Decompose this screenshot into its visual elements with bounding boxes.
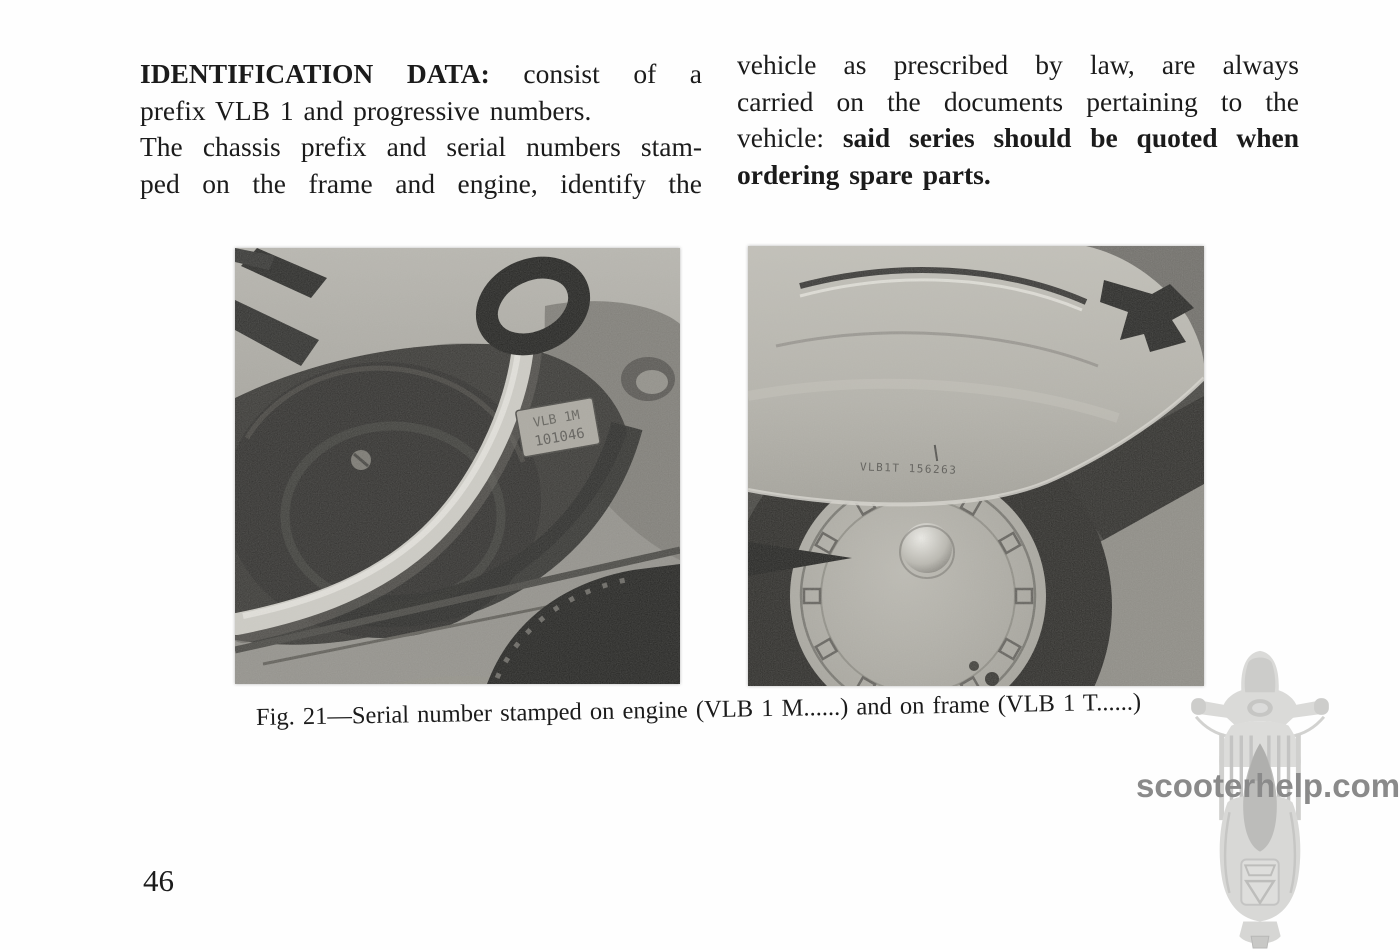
text-line: ped on the frame and engine, identify the xyxy=(140,167,702,199)
brake-lever xyxy=(1196,717,1229,737)
text-line: prefix VLB 1 and progressive numbers. xyxy=(140,94,592,126)
text-line: ordering spare parts. xyxy=(737,158,991,190)
figure-caption: Fig. 21—Serial number stamped on engine (VLB 1 M......) and on frame (VLB 1 T......) xyxy=(255,688,1142,731)
brake-lever xyxy=(1291,717,1324,737)
text-line: IDENTIFICATION DATA: consist of a xyxy=(140,58,702,89)
film-grain xyxy=(235,248,680,684)
watermark-text: scooterhelp.com xyxy=(1136,767,1400,804)
film-grain xyxy=(748,246,1204,686)
text-line: vehicle: said series should be quoted when xyxy=(737,122,1299,153)
page-number: 46 xyxy=(143,863,174,898)
engine-serial-photo xyxy=(235,248,680,684)
text-column-right xyxy=(737,47,1299,193)
text-line: vehicle as prescribed by law, are always xyxy=(737,49,1299,80)
text-line: The chassis prefix and serial numbers stam- xyxy=(140,131,702,162)
frame-serial-photo xyxy=(748,246,1204,686)
tail-light xyxy=(1251,936,1269,948)
text-line: carried on the documents pertaining to the xyxy=(737,85,1299,117)
text-column-left xyxy=(140,56,702,202)
